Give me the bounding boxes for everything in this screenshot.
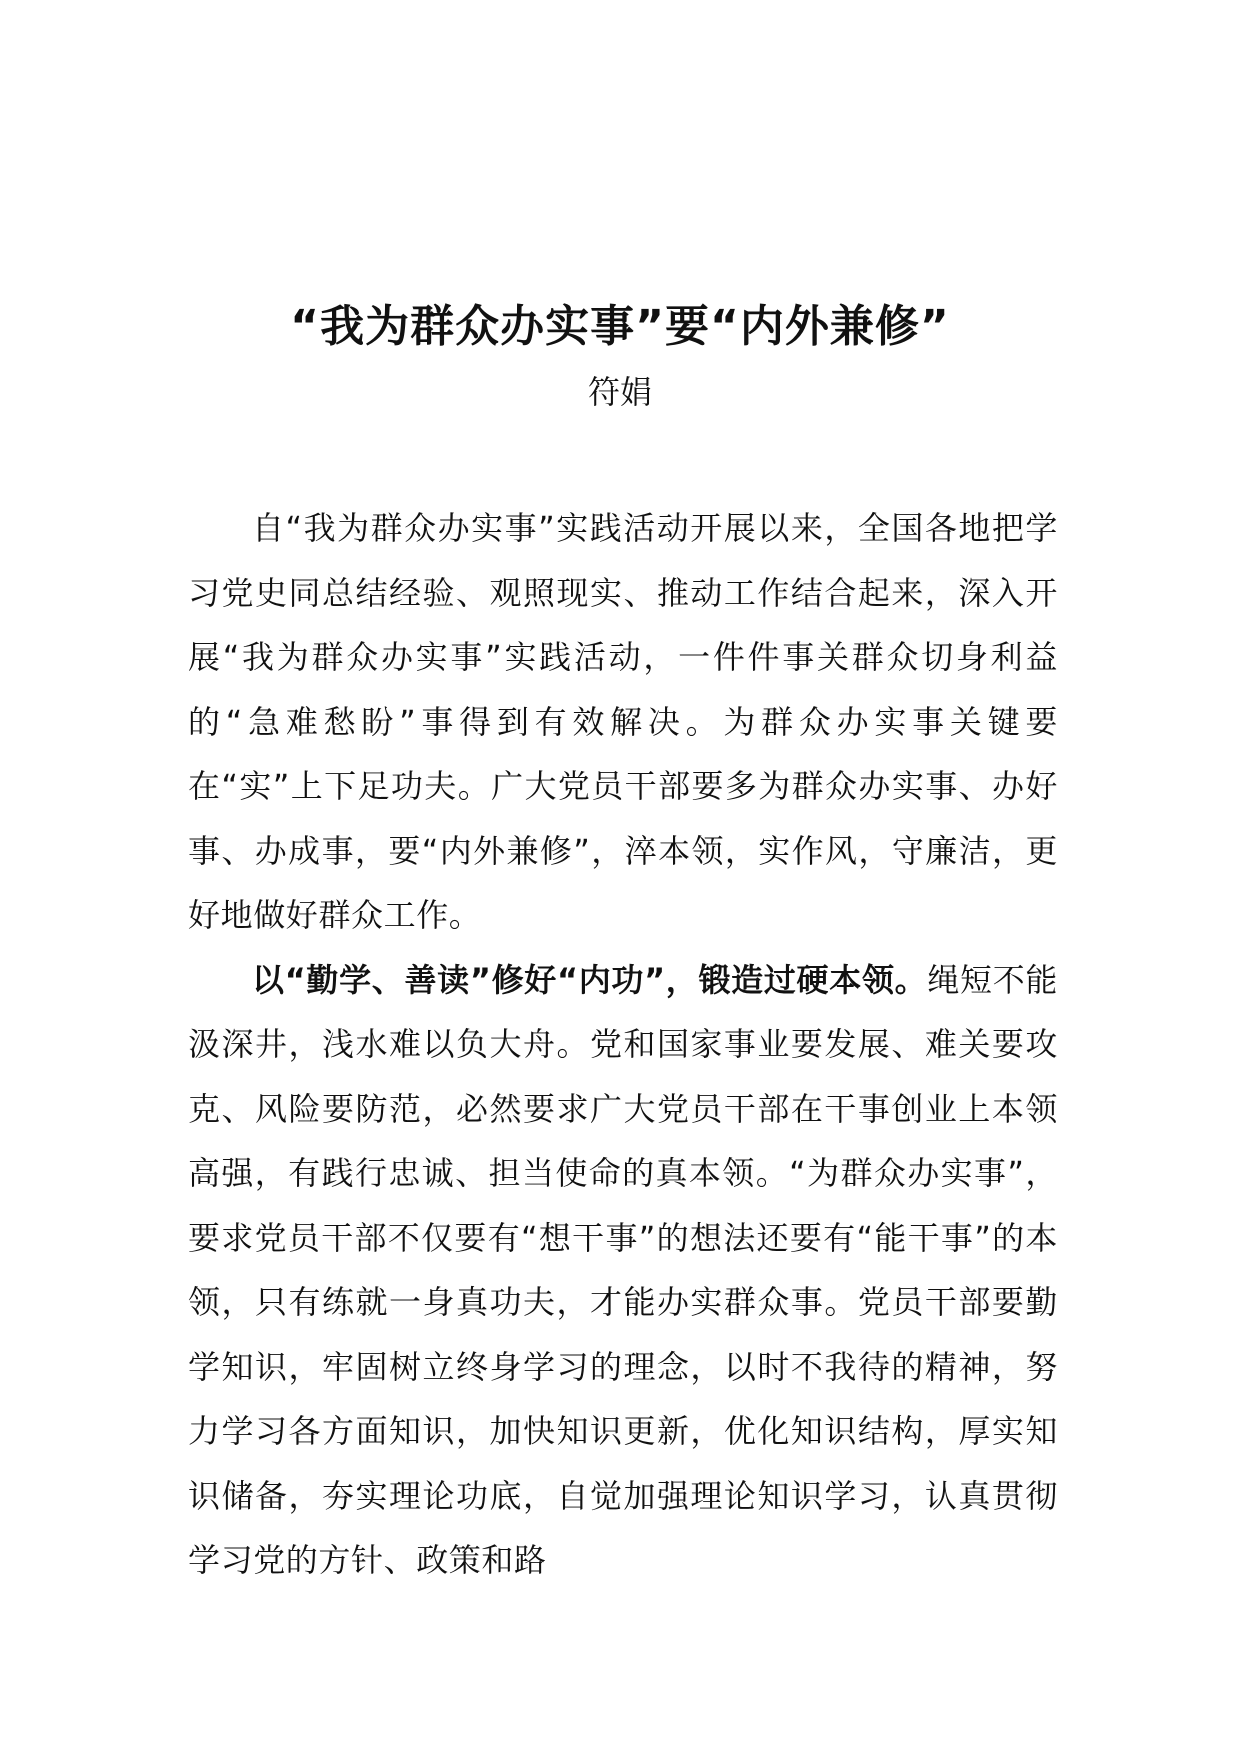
document-title: “我为群众办实事”要“内外兼修” <box>290 301 950 352</box>
paragraph-text: 绳短不能汲深井，浅水难以负大舟。党和国家事业要发展、难关要攻克、风险要防范，必然要求广大党员干部在干事创业上本领高强，有践行忠诚、担当使命的真本领。“为群众办实事”，要求党员干部不仅要有“想干事”的想法还要有“能干事”的本领，只有练就一身真功夫，才能办实群众事。党员干部要勤学知识，牢固树立终身学习的理念，以时不我待的精神，努力学习各方面知识，加快知识更新，优化知识结构，厚实知识储备，夯实理论功底，自觉加强理论知识学习，认真贯彻学习党的方针、政策和路 <box>188 960 1059 1579</box>
document-author: 符娟 <box>587 373 652 411</box>
paragraph-section-1 <box>188 948 1058 1593</box>
paragraph-text: 自“我为群众办实事”实践活动开展以来，全国各地把学习党史同总结经验、观照现实、推动工作结合起来，深入开展“我为群众办实事”实践活动，一件件事关群众切身利益的“急难愁盼”事得到有效解决。为群众办实事关键要在“实”上下足功夫。广大党员干部要多为群众办实事、办好事、办成事，要“内外兼修”，淬本领，实作风，守廉洁，更好地做好群众工作。 <box>188 509 1058 934</box>
paragraph-lead: 以“勤学、善读”修好“内功”，锻造过硬本领。 <box>252 960 928 999</box>
document-body <box>188 496 1058 1593</box>
paragraph-intro <box>188 496 1058 948</box>
